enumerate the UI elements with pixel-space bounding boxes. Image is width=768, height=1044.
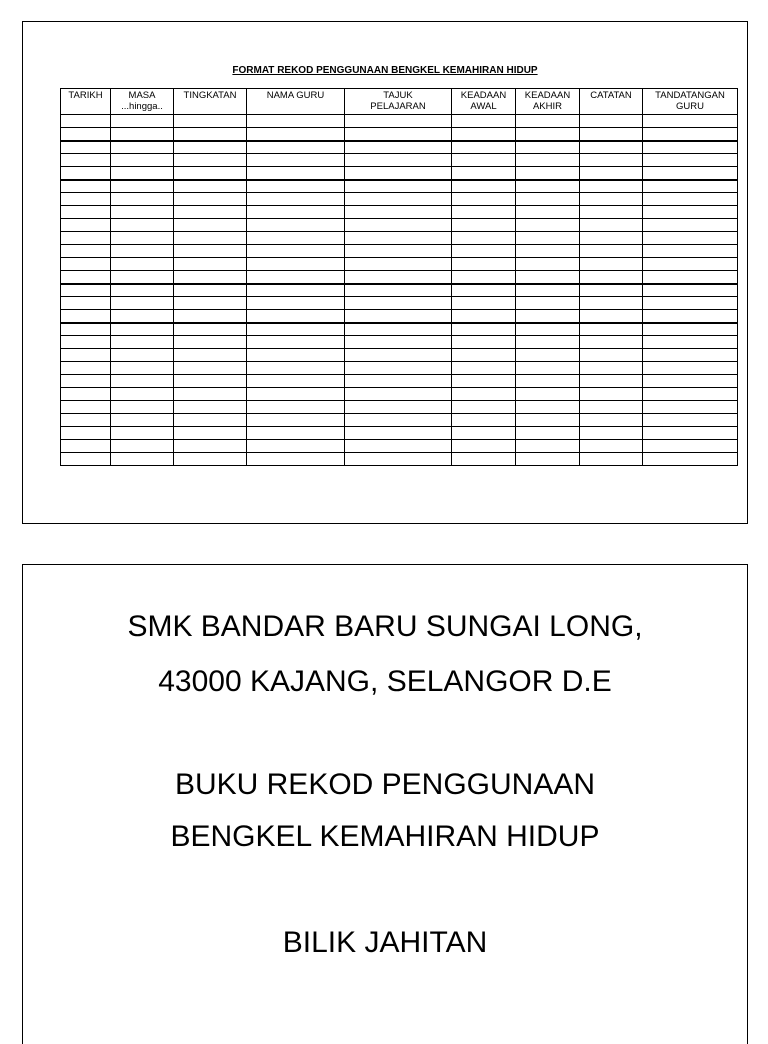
table-cell — [516, 115, 580, 128]
table-cell — [580, 362, 643, 375]
table-cell — [345, 154, 452, 167]
table-row — [61, 271, 738, 284]
table-cell — [247, 180, 345, 193]
table-cell — [516, 193, 580, 206]
table-cell — [111, 427, 174, 440]
table-cell — [174, 375, 247, 388]
table-cell — [61, 206, 111, 219]
table-cell — [111, 323, 174, 336]
table-cell — [247, 258, 345, 271]
table-cell — [452, 388, 516, 401]
table-cell — [174, 388, 247, 401]
table-cell — [247, 388, 345, 401]
table-cell — [452, 453, 516, 466]
table-row — [61, 375, 738, 388]
table-cell — [247, 193, 345, 206]
table-cell — [345, 232, 452, 245]
table-cell — [247, 427, 345, 440]
table-cell — [345, 258, 452, 271]
table-cell — [247, 297, 345, 310]
table-cell — [580, 401, 643, 414]
table-cell — [247, 232, 345, 245]
table-cell — [345, 115, 452, 128]
table-cell — [247, 115, 345, 128]
table-cell — [643, 245, 738, 258]
col-header-tarikh: TARIKH — [61, 89, 111, 115]
book-title-line2: BENGKEL KEMAHIRAN HIDUP — [170, 820, 600, 853]
table-cell — [345, 414, 452, 427]
col-header-tandatangan-guru: TANDATANGAN GURU — [643, 89, 738, 115]
col-header-masa: MASA ...hingga.. — [111, 89, 174, 115]
table-row — [61, 440, 738, 453]
table-cell — [580, 193, 643, 206]
table-cell — [61, 427, 111, 440]
table-cell — [452, 258, 516, 271]
table-cell — [580, 349, 643, 362]
table-cell — [61, 154, 111, 167]
table-cell — [452, 427, 516, 440]
table-cell — [247, 271, 345, 284]
table-cell — [111, 206, 174, 219]
form-title: FORMAT REKOD PENGGUNAAN BENGKEL KEMAHIRAN HIDUP — [232, 65, 538, 76]
table-cell — [247, 206, 345, 219]
table-cell — [580, 219, 643, 232]
table-cell — [111, 375, 174, 388]
table-cell — [174, 297, 247, 310]
table-cell — [174, 349, 247, 362]
table-cell — [345, 297, 452, 310]
table-cell — [580, 297, 643, 310]
table-cell — [452, 245, 516, 258]
table-cell — [580, 206, 643, 219]
table-cell — [516, 128, 580, 141]
table-cell — [452, 323, 516, 336]
table-cell — [452, 128, 516, 141]
table-cell — [61, 180, 111, 193]
table-cell — [580, 336, 643, 349]
table-cell — [580, 453, 643, 466]
table-cell — [452, 271, 516, 284]
table-cell — [452, 115, 516, 128]
table-row — [61, 180, 738, 193]
table-cell — [111, 401, 174, 414]
table-row — [61, 336, 738, 349]
table-cell — [61, 401, 111, 414]
table-cell — [516, 336, 580, 349]
table-cell — [580, 440, 643, 453]
table-cell — [247, 440, 345, 453]
table-cell — [111, 232, 174, 245]
table-cell — [345, 401, 452, 414]
table-cell — [452, 284, 516, 297]
table-cell — [345, 375, 452, 388]
table-cell — [174, 258, 247, 271]
cover-page — [22, 564, 748, 1044]
table-cell — [516, 219, 580, 232]
table-cell — [61, 414, 111, 427]
table-cell — [580, 141, 643, 154]
table-cell — [452, 193, 516, 206]
table-cell — [345, 323, 452, 336]
table-cell — [452, 154, 516, 167]
table-cell — [345, 271, 452, 284]
table-cell — [174, 323, 247, 336]
table-row — [61, 219, 738, 232]
table-cell — [643, 323, 738, 336]
col-header-keadaan-awal: KEADAAN AWAL — [452, 89, 516, 115]
table-cell — [643, 219, 738, 232]
table-cell — [111, 349, 174, 362]
table-cell — [61, 219, 111, 232]
table-cell — [61, 232, 111, 245]
table-cell — [516, 453, 580, 466]
record-format-page — [22, 21, 748, 524]
table-cell — [111, 284, 174, 297]
table-row — [61, 349, 738, 362]
table-cell — [345, 206, 452, 219]
table-row — [61, 297, 738, 310]
table-cell — [247, 245, 345, 258]
table-cell — [643, 336, 738, 349]
room-name: BILIK JAHITAN — [282, 926, 488, 959]
table-cell — [174, 271, 247, 284]
table-cell — [643, 180, 738, 193]
table-cell — [174, 284, 247, 297]
table-row — [61, 427, 738, 440]
table-cell — [452, 401, 516, 414]
table-cell — [111, 219, 174, 232]
table-cell — [247, 375, 345, 388]
table-cell — [174, 141, 247, 154]
table-cell — [174, 414, 247, 427]
table-cell — [452, 206, 516, 219]
table-cell — [61, 167, 111, 180]
table-cell — [345, 440, 452, 453]
table-cell — [61, 362, 111, 375]
table-cell — [111, 128, 174, 141]
record-table-body — [61, 115, 738, 466]
col-header-tingkatan: TINGKATAN — [174, 89, 247, 115]
table-cell — [345, 388, 452, 401]
table-cell — [247, 141, 345, 154]
table-cell — [452, 310, 516, 323]
table-cell — [111, 115, 174, 128]
table-cell — [516, 284, 580, 297]
table-cell — [247, 349, 345, 362]
table-row — [61, 128, 738, 141]
table-cell — [643, 453, 738, 466]
table-cell — [174, 193, 247, 206]
table-cell — [111, 180, 174, 193]
table-row — [61, 323, 738, 336]
table-cell — [247, 336, 345, 349]
book-title-line1: BUKU REKOD PENGGUNAAN — [174, 768, 596, 801]
table-cell — [61, 297, 111, 310]
table-cell — [345, 193, 452, 206]
table-cell — [174, 128, 247, 141]
table-cell — [61, 323, 111, 336]
table-cell — [516, 375, 580, 388]
table-cell — [452, 180, 516, 193]
table-cell — [174, 245, 247, 258]
table-cell — [174, 427, 247, 440]
table-cell — [643, 258, 738, 271]
table-row — [61, 362, 738, 375]
table-cell — [580, 271, 643, 284]
table-cell — [452, 336, 516, 349]
table-cell — [61, 440, 111, 453]
table-cell — [452, 167, 516, 180]
table-row — [61, 310, 738, 323]
table-cell — [643, 388, 738, 401]
table-cell — [580, 414, 643, 427]
table-cell — [111, 414, 174, 427]
table-cell — [516, 297, 580, 310]
table-cell — [452, 440, 516, 453]
table-cell — [345, 453, 452, 466]
table-cell — [174, 453, 247, 466]
table-cell — [345, 141, 452, 154]
table-cell — [580, 245, 643, 258]
table-cell — [111, 141, 174, 154]
table-cell — [580, 167, 643, 180]
table-cell — [247, 310, 345, 323]
table-cell — [643, 362, 738, 375]
table-cell — [61, 349, 111, 362]
table-cell — [516, 154, 580, 167]
table-cell — [61, 336, 111, 349]
table-cell — [61, 193, 111, 206]
table-cell — [516, 414, 580, 427]
table-cell — [580, 128, 643, 141]
table-cell — [174, 336, 247, 349]
table-cell — [643, 297, 738, 310]
table-cell — [61, 258, 111, 271]
table-row — [61, 414, 738, 427]
table-cell — [452, 232, 516, 245]
table-cell — [111, 258, 174, 271]
table-cell — [643, 440, 738, 453]
table-cell — [643, 349, 738, 362]
table-row — [61, 388, 738, 401]
table-cell — [643, 232, 738, 245]
table-cell — [516, 232, 580, 245]
table-cell — [111, 440, 174, 453]
table-row — [61, 245, 738, 258]
table-cell — [174, 180, 247, 193]
table-cell — [643, 414, 738, 427]
table-cell — [111, 310, 174, 323]
table-cell — [111, 362, 174, 375]
col-header-nama-guru: NAMA GURU — [247, 89, 345, 115]
table-cell — [580, 284, 643, 297]
table-cell — [516, 180, 580, 193]
table-cell — [452, 414, 516, 427]
table-cell — [516, 206, 580, 219]
table-cell — [643, 310, 738, 323]
table-cell — [580, 154, 643, 167]
school-address: 43000 KAJANG, SELANGOR D.E — [158, 665, 612, 698]
table-cell — [345, 427, 452, 440]
col-header-catatan: CATATAN — [580, 89, 643, 115]
table-cell — [643, 206, 738, 219]
table-cell — [452, 349, 516, 362]
table-cell — [516, 427, 580, 440]
table-cell — [580, 388, 643, 401]
table-cell — [111, 453, 174, 466]
table-cell — [111, 271, 174, 284]
record-table — [60, 88, 738, 466]
table-cell — [247, 219, 345, 232]
table-cell — [247, 167, 345, 180]
table-row — [61, 167, 738, 180]
table-cell — [516, 401, 580, 414]
table-cell — [580, 232, 643, 245]
table-cell — [247, 154, 345, 167]
table-row — [61, 154, 738, 167]
table-cell — [174, 232, 247, 245]
table-row — [61, 193, 738, 206]
table-row — [61, 453, 738, 466]
table-cell — [345, 167, 452, 180]
table-cell — [174, 310, 247, 323]
col-header-keadaan-akhir: KEADAAN AKHIR — [516, 89, 580, 115]
table-cell — [247, 128, 345, 141]
school-name: SMK BANDAR BARU SUNGAI LONG, — [127, 610, 643, 643]
table-cell — [174, 401, 247, 414]
table-cell — [580, 375, 643, 388]
table-cell — [174, 115, 247, 128]
table-cell — [452, 297, 516, 310]
table-cell — [643, 193, 738, 206]
table-row — [61, 206, 738, 219]
table-cell — [516, 362, 580, 375]
table-cell — [247, 362, 345, 375]
table-cell — [580, 180, 643, 193]
table-cell — [247, 401, 345, 414]
table-cell — [643, 271, 738, 284]
table-cell — [61, 245, 111, 258]
table-cell — [516, 323, 580, 336]
table-cell — [516, 258, 580, 271]
table-cell — [643, 427, 738, 440]
table-cell — [516, 388, 580, 401]
table-cell — [516, 271, 580, 284]
table-cell — [111, 336, 174, 349]
table-cell — [345, 128, 452, 141]
table-cell — [345, 336, 452, 349]
table-cell — [643, 284, 738, 297]
table-row — [61, 115, 738, 128]
table-cell — [643, 167, 738, 180]
table-cell — [643, 401, 738, 414]
table-cell — [61, 310, 111, 323]
table-cell — [643, 115, 738, 128]
table-cell — [516, 440, 580, 453]
table-cell — [452, 141, 516, 154]
table-cell — [345, 349, 452, 362]
table-row — [61, 141, 738, 154]
table-cell — [580, 310, 643, 323]
table-cell — [61, 128, 111, 141]
table-cell — [111, 167, 174, 180]
table-cell — [580, 258, 643, 271]
table-cell — [111, 245, 174, 258]
table-cell — [345, 245, 452, 258]
table-cell — [174, 219, 247, 232]
table-header-row — [61, 89, 738, 115]
table-cell — [61, 453, 111, 466]
table-cell — [61, 271, 111, 284]
table-cell — [643, 375, 738, 388]
table-cell — [174, 440, 247, 453]
table-cell — [247, 414, 345, 427]
table-row — [61, 284, 738, 297]
table-cell — [580, 115, 643, 128]
table-cell — [174, 167, 247, 180]
table-cell — [452, 362, 516, 375]
table-row — [61, 232, 738, 245]
table-row — [61, 258, 738, 271]
table-cell — [174, 154, 247, 167]
table-cell — [61, 141, 111, 154]
table-cell — [345, 180, 452, 193]
table-cell — [61, 115, 111, 128]
table-cell — [516, 310, 580, 323]
table-cell — [61, 375, 111, 388]
table-cell — [345, 310, 452, 323]
table-cell — [174, 362, 247, 375]
table-cell — [345, 362, 452, 375]
table-cell — [580, 323, 643, 336]
table-cell — [643, 141, 738, 154]
table-cell — [111, 388, 174, 401]
table-cell — [643, 128, 738, 141]
table-cell — [247, 323, 345, 336]
table-cell — [516, 141, 580, 154]
table-cell — [516, 349, 580, 362]
table-cell — [247, 453, 345, 466]
col-header-tajuk-pelajaran: TAJUK PELAJARAN — [345, 89, 452, 115]
table-cell — [61, 388, 111, 401]
table-cell — [345, 219, 452, 232]
table-cell — [452, 219, 516, 232]
table-cell — [643, 154, 738, 167]
table-row — [61, 401, 738, 414]
table-cell — [247, 284, 345, 297]
table-cell — [61, 284, 111, 297]
table-cell — [111, 297, 174, 310]
table-cell — [516, 167, 580, 180]
table-cell — [580, 427, 643, 440]
table-cell — [345, 284, 452, 297]
table-cell — [111, 193, 174, 206]
table-cell — [111, 154, 174, 167]
table-cell — [452, 375, 516, 388]
table-cell — [174, 206, 247, 219]
table-cell — [516, 245, 580, 258]
